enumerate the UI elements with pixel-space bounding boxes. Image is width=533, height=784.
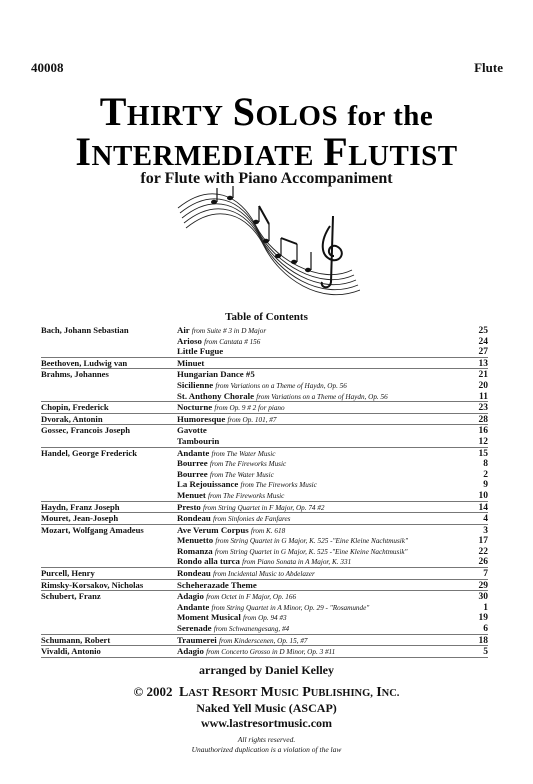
toc-piece-source: from The Fireworks Music <box>208 491 285 500</box>
toc-piece-title: Sicilienne <box>177 379 214 390</box>
toc-piece-title: Minuet <box>177 357 205 368</box>
toc-page-number: 28 <box>478 414 488 425</box>
toc-row <box>41 469 488 480</box>
toc-piece-source: from K. 618 <box>250 526 286 535</box>
title-word <box>179 684 209 699</box>
toc-piece-title: Menuetto <box>177 535 214 546</box>
toc-row <box>41 580 488 592</box>
toc-composer: Schubert, Franz <box>41 591 101 602</box>
toc-piece-source: from Concerto Grosso in D Minor, Op. 3 #11 <box>206 648 336 657</box>
toc-piece-title: Menuet <box>177 489 206 500</box>
toc-composer: Dvorak, Antonin <box>41 413 103 424</box>
title-word <box>261 684 299 699</box>
toc-piece <box>177 490 460 502</box>
toc-row <box>41 635 488 647</box>
toc-piece <box>177 513 460 525</box>
title-word <box>323 129 458 174</box>
toc-piece <box>177 436 460 447</box>
toc-page-number: 8 <box>483 459 488 470</box>
toc-piece-title: Moment Musical <box>177 612 241 623</box>
instrument-label: Flute <box>474 60 503 75</box>
toc-piece-source: from Piano Sonata in A Major, K. 331 <box>242 558 352 567</box>
toc-piece-title: Tambourin <box>177 435 220 446</box>
toc-piece-title: La Rejouissance <box>177 479 239 490</box>
toc-piece <box>177 623 460 635</box>
toc-row <box>41 425 488 436</box>
toc-piece <box>177 358 460 369</box>
title-word-rest: NC. <box>381 688 400 699</box>
toc-page-number: 30 <box>478 592 488 603</box>
title-word <box>302 684 373 699</box>
toc-piece <box>177 425 460 436</box>
toc-piece-title: Humoresque <box>177 413 226 424</box>
toc-row <box>41 380 488 391</box>
title-word <box>347 94 433 133</box>
title-word-cap: M <box>260 685 274 700</box>
toc-row <box>41 436 488 448</box>
toc-piece-source: from Suite # 3 in D Major <box>191 327 267 335</box>
toc-piece-source: from String Quartet in F Major, Op. 74 #2 <box>202 503 325 512</box>
toc-piece-source: from The Water Music <box>209 470 274 479</box>
title-word-cap: L <box>179 685 189 700</box>
toc-piece-source: from Sinfonies de Fanfares <box>212 515 291 524</box>
toc-piece-source: from Variations on a Theme of Haydn, Op. 56 <box>256 392 388 401</box>
arranger-credit: arranged by Daniel Kelley <box>199 663 334 677</box>
toc-composer: Purcell, Henry <box>41 568 95 579</box>
toc-row <box>41 568 488 580</box>
toc-page-number: 20 <box>478 380 488 391</box>
toc-piece-source: from Kinderscenen, Op. 15, #7 <box>218 636 308 645</box>
imprint: Naked Yell Music (ASCAP) <box>196 701 337 715</box>
title-word-cap: T <box>99 89 127 134</box>
title-line-1 <box>0 89 533 134</box>
toc-piece-title: Rondo alla turca <box>177 556 240 567</box>
toc-piece <box>177 568 460 580</box>
toc-piece-source: from String Quartet in G Major, K. 525 -"Eine Kleine Nachtmusik" <box>214 547 408 556</box>
toc-piece-title: Arioso <box>177 335 202 346</box>
toc-composer: Bach, Johann Sebastian <box>41 325 129 335</box>
toc-piece-source: from Octet in F Major, Op. 166 <box>206 593 297 602</box>
title-word <box>232 89 339 134</box>
music-notes-illustration <box>170 186 360 298</box>
toc-piece-source: from The Fireworks Music <box>240 481 317 490</box>
toc-composer: Gossec, Francois Joseph <box>41 425 131 436</box>
toc-heading: Table of Contents <box>225 311 308 323</box>
toc-row <box>41 479 488 490</box>
toc-page-number: 15 <box>478 448 488 459</box>
toc-piece <box>177 556 460 568</box>
toc-row <box>41 591 488 602</box>
toc-row <box>41 358 488 370</box>
toc-row <box>41 414 488 426</box>
toc-piece-title: Rondeau <box>177 513 211 524</box>
toc-composer: Chopin, Frederick <box>41 402 109 413</box>
toc-page-number: 3 <box>483 525 488 536</box>
title-word-rest: NTERMEDIATE <box>91 140 314 172</box>
toc-row <box>41 448 488 459</box>
subtitle: for Flute with Piano Accompaniment <box>140 170 393 187</box>
toc-row <box>41 623 488 635</box>
toc-piece-title: Ave Verum Corpus <box>177 524 249 535</box>
publisher-name <box>179 684 399 699</box>
toc-composer: Brahms, Johannes <box>41 369 109 380</box>
toc-composer: Handel, George Frederick <box>41 447 138 458</box>
toc-page-number: 16 <box>478 426 488 437</box>
toc-composer: Mouret, Jean-Joseph <box>41 513 119 524</box>
toc-composer: Rimsky-Korsakov, Nicholas <box>41 579 144 590</box>
title-word-rest: USIC <box>273 688 299 699</box>
title-word <box>75 129 314 174</box>
toc-composer: Beethoven, Ludwig van <box>41 357 128 368</box>
toc-piece-title: Adagio <box>177 591 204 602</box>
toc-page-number: 14 <box>478 502 488 513</box>
duplication-notice: Unauthorized duplication is a violation of the law <box>191 745 342 754</box>
toc-piece-source: from Cantata # 156 <box>204 337 261 346</box>
toc-composer: Haydn, Franz Joseph <box>41 501 120 512</box>
toc-piece <box>177 635 460 647</box>
toc-piece-title: Adagio <box>177 646 204 657</box>
website: www.lastresortmusic.com <box>200 716 333 730</box>
title-word-rest: HIRTY <box>126 100 224 132</box>
toc-piece-title: Scheherazade Theme <box>177 579 257 590</box>
toc-page-number: 27 <box>478 347 488 358</box>
title-line-2 <box>0 129 533 174</box>
toc-page-number: 9 <box>483 480 488 491</box>
toc-piece-title: Traumerei <box>177 634 217 645</box>
toc-piece <box>177 646 460 658</box>
toc-page-number: 13 <box>478 358 488 369</box>
toc-piece <box>177 391 460 403</box>
title-word-cap: I <box>75 129 92 174</box>
toc-piece <box>177 346 460 357</box>
toc-piece-title: Gavotte <box>177 425 207 436</box>
title-word-cap: S <box>232 89 256 134</box>
toc-composer: Vivaldi, Antonio <box>41 646 101 657</box>
rights-reserved: All rights reserved. <box>237 735 296 744</box>
toc-piece-source: from Variations on a Theme of Haydn, Op. 56 <box>215 381 347 390</box>
title-word-cap: I <box>376 685 382 700</box>
toc-page-number: 25 <box>478 326 488 336</box>
title-word-rest: OLOS <box>255 100 339 132</box>
toc-page-number: 22 <box>478 546 488 557</box>
toc-page-number: 7 <box>483 569 488 580</box>
title-word-cap: R <box>212 685 223 700</box>
toc-page-number: 24 <box>478 336 488 347</box>
catalog-number: 40008 <box>31 60 64 75</box>
toc-page-number: 4 <box>483 514 488 525</box>
title-word-rest: LUTIST <box>348 140 458 172</box>
toc-row <box>41 369 488 380</box>
toc-piece-title: Hungarian Dance #5 <box>177 369 255 380</box>
toc-piece-title: Little Fugue <box>177 346 224 357</box>
title-word <box>99 89 224 134</box>
toc-piece-source: from Op. 101, #7 <box>227 415 277 424</box>
publisher-line <box>0 684 533 701</box>
toc-piece-title: Serenade <box>177 623 212 634</box>
toc-page-number: 18 <box>478 635 488 646</box>
toc-row <box>41 546 488 557</box>
title-word-cap: F <box>323 129 349 174</box>
copyright-mark: © 2002 <box>133 684 173 699</box>
toc-row <box>41 490 488 502</box>
toc-piece-title: St. Anthony Chorale <box>177 390 254 401</box>
toc-piece-source: from String Quartet in A Minor, Op. 29 - "Rosamunde" <box>211 603 370 612</box>
toc-piece-title: Air <box>177 325 190 335</box>
toc-page-number: 29 <box>478 580 488 591</box>
toc-piece-title: Presto <box>177 501 201 512</box>
toc-row <box>41 525 488 536</box>
toc-piece-title: Andante <box>177 601 210 612</box>
toc-row <box>41 391 488 403</box>
toc-piece <box>177 580 460 591</box>
title-word <box>212 684 257 699</box>
toc-row <box>41 612 488 623</box>
toc-page-number: 2 <box>483 469 488 480</box>
toc-row <box>41 346 488 358</box>
toc-piece-source: from Op. 94 #3 <box>242 614 287 623</box>
toc-page-number: 11 <box>479 391 488 402</box>
toc-row <box>41 458 488 469</box>
toc-page-number: 1 <box>483 602 488 613</box>
toc-piece <box>177 414 460 426</box>
toc-piece-title: Nocturne <box>177 402 213 413</box>
toc-composer: Schumann, Robert <box>41 634 111 645</box>
toc-page-number: 23 <box>478 403 488 414</box>
toc-piece-title: Romanza <box>177 545 213 556</box>
title-word-rest: ESORT <box>222 688 258 699</box>
toc-page-number: 17 <box>478 536 488 547</box>
title-word-cap: P <box>302 685 311 700</box>
toc-page-number: 6 <box>483 624 488 635</box>
toc-page-number: 26 <box>478 557 488 568</box>
toc-row <box>41 402 488 414</box>
title-word <box>376 684 399 699</box>
toc-row <box>41 556 488 568</box>
toc-row <box>41 602 488 613</box>
toc-piece-source: from String Quartet in G Major, K. 525 -"Eine Kleine Nachtmusik" <box>215 537 408 546</box>
toc-page-number: 5 <box>483 647 488 658</box>
toc-piece-title: Bourree <box>177 458 208 469</box>
title-word-rest: UBLISHING, <box>310 688 373 699</box>
toc-row <box>41 513 488 525</box>
toc-row <box>41 336 488 347</box>
table-of-contents <box>41 325 488 658</box>
toc-row <box>41 646 488 658</box>
toc-page-number: 12 <box>478 436 488 447</box>
toc-row <box>41 502 488 514</box>
toc-page-number: 21 <box>478 370 488 381</box>
toc-piece-source: from The Water Music <box>211 449 276 458</box>
toc-row <box>41 325 488 336</box>
toc-page-number: 10 <box>478 490 488 501</box>
toc-page-number: 19 <box>478 613 488 624</box>
toc-piece-title: Bourree <box>177 468 208 479</box>
toc-piece <box>177 502 460 514</box>
toc-piece <box>177 369 460 380</box>
toc-piece-source: from The Fireworks Music <box>209 460 287 469</box>
toc-composer: Mozart, Wolfgang Amadeus <box>41 524 144 535</box>
toc-piece <box>177 402 460 414</box>
toc-row <box>41 535 488 546</box>
toc-piece-title: Andante <box>177 447 210 458</box>
title-word-plain: for the <box>347 100 434 132</box>
toc-piece-source: from Schwanengesang, #4 <box>213 625 290 634</box>
title-word-rest: AST <box>188 688 209 699</box>
toc-piece-title: Rondeau <box>177 568 211 579</box>
toc-piece-source: from Incidental Music to Abdelazer <box>212 570 315 579</box>
toc-piece-source: from Op. 9 # 2 for piano <box>214 404 285 413</box>
